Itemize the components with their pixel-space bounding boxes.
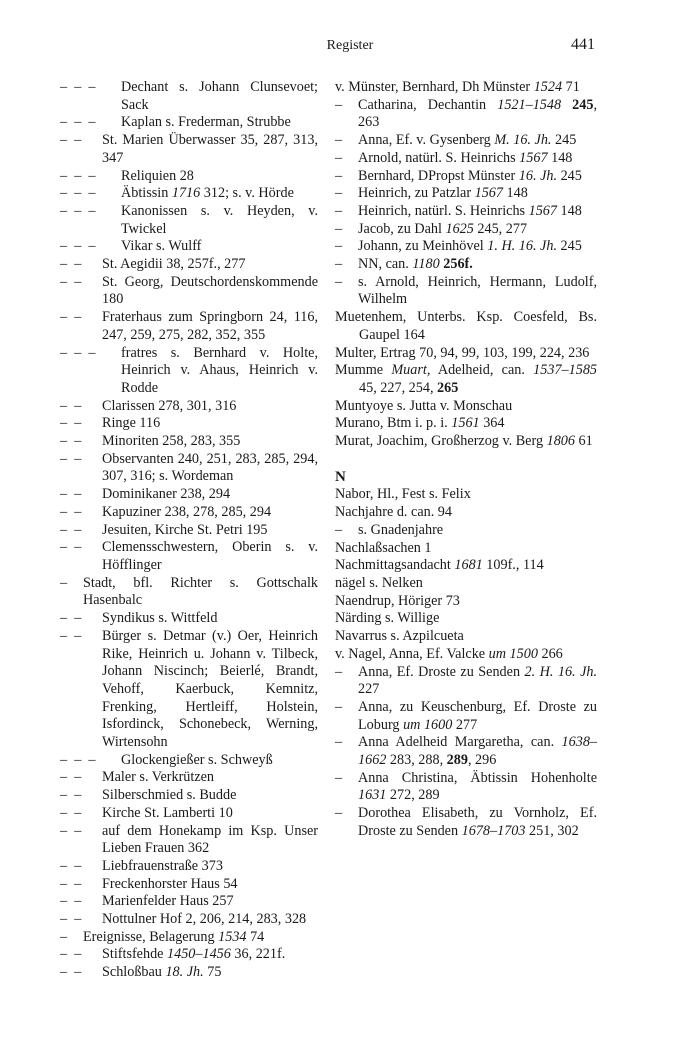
index-entry: v. Nagel, Anna, Ef. Valcke um 1500 266 — [335, 645, 563, 662]
index-entry — [60, 805, 318, 823]
index-entry — [60, 929, 318, 947]
entry-text: Kanonissen s. v. Heyden, v. Twickel — [121, 202, 318, 237]
entry-level-dashes: – – — [60, 132, 82, 149]
entry-text: s. Arnold, Heinrich, Hermann, Ludolf, Wilhelm — [358, 273, 597, 308]
entry-level-dashes: – — [335, 256, 343, 273]
entry-level-dashes: – — [335, 663, 343, 680]
entry-level-dashes: – — [335, 698, 343, 715]
entry-text: Bernhard, DPropst Münster 16. Jh. 245 — [358, 167, 582, 184]
section-gap — [335, 451, 597, 469]
index-entry: Muntyoye s. Jutta v. Monschau — [335, 397, 513, 414]
index-entry — [60, 309, 318, 344]
entry-level-dashes: – – — [60, 503, 82, 520]
index-entry — [60, 946, 318, 964]
entry-text: Heinrich, natürl. S. Heinrichs 1567 148 — [358, 202, 582, 219]
entry-text: fratres s. Bernhard v. Holte, Heinrich v. Ahaus, Heinrich v. Rodde — [121, 344, 318, 396]
index-entry: Murano, Btm i. p. i. 1561 364 — [335, 415, 505, 432]
index-entry: Närding s. Willige — [335, 610, 440, 627]
entry-text: Glockengießer s. Schweyß — [121, 751, 273, 768]
index-entry — [60, 168, 318, 186]
index-entry — [335, 238, 597, 256]
index-entry — [335, 770, 597, 805]
index-entry — [60, 398, 318, 416]
index-entry — [60, 345, 318, 398]
entry-level-dashes: – – — [60, 875, 82, 892]
entry-text: Schloßbau 18. Jh. 75 — [102, 964, 222, 981]
entry-level-dashes: – – — [60, 397, 82, 414]
index-entry — [60, 876, 318, 894]
entry-text: Syndikus s. Wittfeld — [102, 610, 218, 627]
index-entry — [60, 964, 318, 982]
entry-level-dashes: – – – — [60, 185, 96, 202]
index-entry: nägel s. Nelken — [335, 574, 423, 591]
entry-level-dashes: – – — [60, 822, 82, 839]
index-entry: Nachlaßsachen 1 — [335, 539, 432, 556]
entry-text: Anna Christina, Äbtissin Hohenholte 1631 272, 289 — [358, 769, 597, 804]
entry-text: Marienfelder Haus 257 — [102, 893, 234, 910]
entry-text: Freckenhorster Haus 54 — [102, 875, 238, 892]
entry-text: Stadt, bfl. Richter s. Gottschalk Hasenbalc — [83, 574, 318, 609]
entry-text: Liebfrauenstraße 373 — [102, 857, 223, 874]
entry-text: Vikar s. Wulff — [121, 238, 202, 255]
index-entry — [60, 911, 318, 929]
entry-text: Jacob, zu Dahl 1625 245, 277 — [358, 220, 528, 237]
entry-text: St. Georg, Deutschordenskommende 180 — [102, 273, 318, 308]
index-entry — [335, 734, 597, 769]
entry-text: Silberschmied s. Budde — [102, 787, 237, 804]
index-entry — [335, 256, 597, 274]
index-entry: Nachmittagsandacht 1681 109f., 114 — [335, 557, 544, 574]
entry-text: Äbtissin 1716 312; s. v. Hörde — [121, 185, 294, 202]
entry-text: Observanten 240, 251, 283, 285, 294, 307, 316; s. Wordeman — [102, 450, 318, 485]
index-entry — [335, 221, 597, 239]
entry-level-dashes: – – — [60, 486, 82, 503]
entry-text: Dechant s. Johann Clunsevoet; Sack — [121, 79, 318, 113]
index-entry — [335, 168, 597, 186]
index-entry — [60, 504, 318, 522]
entry-level-dashes: – — [335, 202, 343, 219]
index-entry — [60, 274, 318, 309]
index-entry — [60, 823, 318, 858]
entry-level-dashes: – — [335, 273, 343, 290]
entry-level-dashes: – – — [60, 769, 82, 786]
index-entry: Muetenhem, Unterbs. Ksp. Coesfeld, Bs. Gaupel 164 — [335, 309, 597, 343]
index-entry — [60, 486, 318, 504]
index-entry: Naendrup, Höriger 73 — [335, 592, 460, 609]
index-entry — [60, 256, 318, 274]
entry-text: s. Gnadenjahre — [358, 521, 444, 538]
index-entry — [335, 805, 597, 840]
entry-level-dashes: – – — [60, 857, 82, 874]
index-entry — [335, 664, 597, 699]
entry-level-dashes: – — [335, 185, 343, 202]
entry-level-dashes: – – — [60, 415, 82, 432]
index-entry — [60, 238, 318, 256]
entry-level-dashes: – – — [60, 627, 82, 644]
entry-level-dashes: – — [60, 574, 68, 591]
entry-text: Fraterhaus zum Springborn 24, 116, 247, 259, 275, 282, 352, 355 — [102, 309, 318, 343]
index-entry: Nabor, Hl., Fest s. Felix — [335, 486, 471, 503]
entry-level-dashes: – — [335, 805, 343, 822]
entry-level-dashes: – – — [60, 964, 82, 981]
entry-text: Dominikaner 238, 294 — [102, 486, 231, 503]
index-entry — [60, 610, 318, 628]
index-entry — [60, 522, 318, 540]
entry-text: Kirche St. Lamberti 10 — [102, 804, 233, 821]
entry-text: Anna, Ef. v. Gysenberg M. 16. Jh. 245 — [358, 132, 577, 149]
index-entry — [335, 203, 597, 221]
index-entry — [60, 203, 318, 238]
index-entry — [60, 752, 318, 770]
entry-level-dashes: – – – — [60, 167, 96, 184]
entry-level-dashes: – – — [60, 433, 82, 450]
running-title: Register — [326, 38, 374, 53]
page-header — [0, 38, 700, 58]
entry-text: Anna, zu Keuschenburg, Ef. Droste zu Loburg um 1600 277 — [358, 698, 597, 733]
entry-level-dashes: – – — [60, 787, 82, 804]
index-entry — [60, 185, 318, 203]
entry-level-dashes: – — [335, 96, 343, 113]
entry-level-dashes: – — [335, 132, 343, 149]
index-entry — [60, 539, 318, 574]
index-entry — [60, 769, 318, 787]
entry-text: NN, can. 1180 256f. — [358, 256, 473, 273]
index-entry — [335, 150, 597, 168]
entry-level-dashes: – – – — [60, 344, 96, 361]
entry-level-dashes: – – – — [60, 202, 96, 219]
entry-text: Bürger s. Detmar (v.) Oer, Heinrich Rike, Heinrich u. Johann v. Tilbeck, Johann Niscinch; Beierlé, Brandt, Vehoff, Kaerbuck, Kemnitz, Frenking, Hertleiff, Holstein, Isfordinck, Schonebeck, Werning, Wirtensohn — [102, 627, 318, 751]
entry-text: auf dem Honekamp im Ksp. Unser Lieben Frauen 362 — [102, 822, 318, 857]
entry-text: St. Aegidii 38, 257f., 277 — [102, 256, 246, 273]
index-entry — [60, 893, 318, 911]
index-entry: Navarrus s. Azpilcueta — [335, 628, 464, 645]
entry-level-dashes: – – — [60, 309, 82, 326]
entry-level-dashes: – – — [60, 539, 82, 556]
entry-level-dashes: – – — [60, 450, 82, 467]
entry-level-dashes: – – — [60, 273, 82, 290]
entry-level-dashes: – – — [60, 804, 82, 821]
entry-level-dashes: – — [335, 238, 343, 255]
entry-text: Catharina, Dechantin 1521–1548 245, 263 — [358, 96, 597, 131]
index-entry: Murat, Joachim, Großherzog v. Berg 1806 61 — [335, 433, 593, 450]
index-entry — [60, 415, 318, 433]
entry-level-dashes: – – — [60, 256, 82, 273]
entry-level-dashes: – — [335, 149, 343, 166]
index-entry: Nachjahre d. can. 94 — [335, 504, 452, 521]
entry-text: Heinrich, zu Patzlar 1567 148 — [358, 185, 528, 202]
index-column-right — [335, 79, 597, 841]
entry-level-dashes: – – — [60, 521, 82, 538]
index-entry — [60, 628, 318, 752]
entry-text: Kapuziner 238, 278, 285, 294 — [102, 503, 272, 520]
entry-text: Ringe 116 — [102, 415, 161, 432]
entry-level-dashes: – – – — [60, 79, 96, 95]
index-entry: Multer, Ertrag 70, 94, 99, 103, 199, 224, 236 — [335, 344, 590, 361]
entry-text: Reliquien 28 — [121, 167, 194, 184]
index-entry — [335, 97, 597, 132]
index-entry — [335, 274, 597, 309]
index-entry — [60, 858, 318, 876]
entry-level-dashes: – – — [60, 946, 82, 963]
entry-text: Ereignisse, Belagerung 1534 74 — [83, 928, 265, 945]
entry-level-dashes: – – – — [60, 751, 96, 768]
index-entry — [60, 132, 318, 167]
index-column-left — [60, 79, 318, 982]
index-entry — [60, 451, 318, 486]
entry-text: Anna, Ef. Droste zu Senden 2. H. 16. Jh. 227 — [358, 663, 598, 698]
index-entry — [60, 575, 318, 610]
entry-text: St. Marien Überwasser 35, 287, 313, 347 — [102, 132, 318, 166]
entry-text: Clemensschwestern, Oberin s. v. Höfflinger — [102, 539, 318, 573]
entry-level-dashes: – – — [60, 911, 82, 928]
index-entry: v. Münster, Bernhard, Dh Münster 1524 71 — [335, 79, 580, 95]
index-entry — [335, 699, 597, 734]
entry-level-dashes: – – — [60, 893, 82, 910]
entry-text: Dorothea Elisabeth, zu Vornholz, Ef. Droste zu Senden 1678–1703 251, 302 — [358, 805, 597, 839]
index-entry — [60, 79, 318, 114]
entry-text: Johann, zu Meinhövel 1. H. 16. Jh. 245 — [358, 238, 582, 255]
entry-text: Minoriten 258, 283, 355 — [102, 433, 241, 450]
entry-level-dashes: – – – — [60, 238, 96, 255]
page-number: 441 — [571, 36, 595, 53]
index-entry — [60, 114, 318, 132]
entry-text: Maler s. Verkrützen — [102, 769, 215, 786]
entry-text: Stiftsfehde 1450–1456 36, 221f. — [102, 946, 286, 963]
index-entry — [335, 132, 597, 150]
entry-text: Arnold, natürl. S. Heinrichs 1567 148 — [358, 149, 573, 166]
entry-text: Clarissen 278, 301, 316 — [102, 397, 237, 414]
section-letter: N — [335, 468, 346, 485]
entry-level-dashes: – — [335, 521, 343, 538]
index-entry: Mumme Muart, Adelheid, can. 1537–1585 45, 227, 254, 265 — [335, 362, 597, 396]
entry-level-dashes: – — [60, 928, 68, 945]
entry-level-dashes: – — [335, 769, 343, 786]
entry-level-dashes: – — [335, 734, 343, 751]
entry-level-dashes: – — [335, 167, 343, 184]
index-entry — [60, 433, 318, 451]
entry-level-dashes: – – — [60, 610, 82, 627]
entry-text: Anna Adelheid Margaretha, can. 1638–1662 283, 288, 289, 296 — [358, 734, 597, 769]
index-entry — [335, 522, 597, 540]
entry-level-dashes: – – – — [60, 114, 96, 131]
index-entry — [60, 787, 318, 805]
entry-text: Nottulner Hof 2, 206, 214, 283, 328 — [102, 911, 307, 928]
entry-text: Kaplan s. Frederman, Strubbe — [121, 114, 291, 131]
entry-level-dashes: – — [335, 220, 343, 237]
entry-text: Jesuiten, Kirche St. Petri 195 — [102, 521, 268, 538]
index-entry — [335, 185, 597, 203]
